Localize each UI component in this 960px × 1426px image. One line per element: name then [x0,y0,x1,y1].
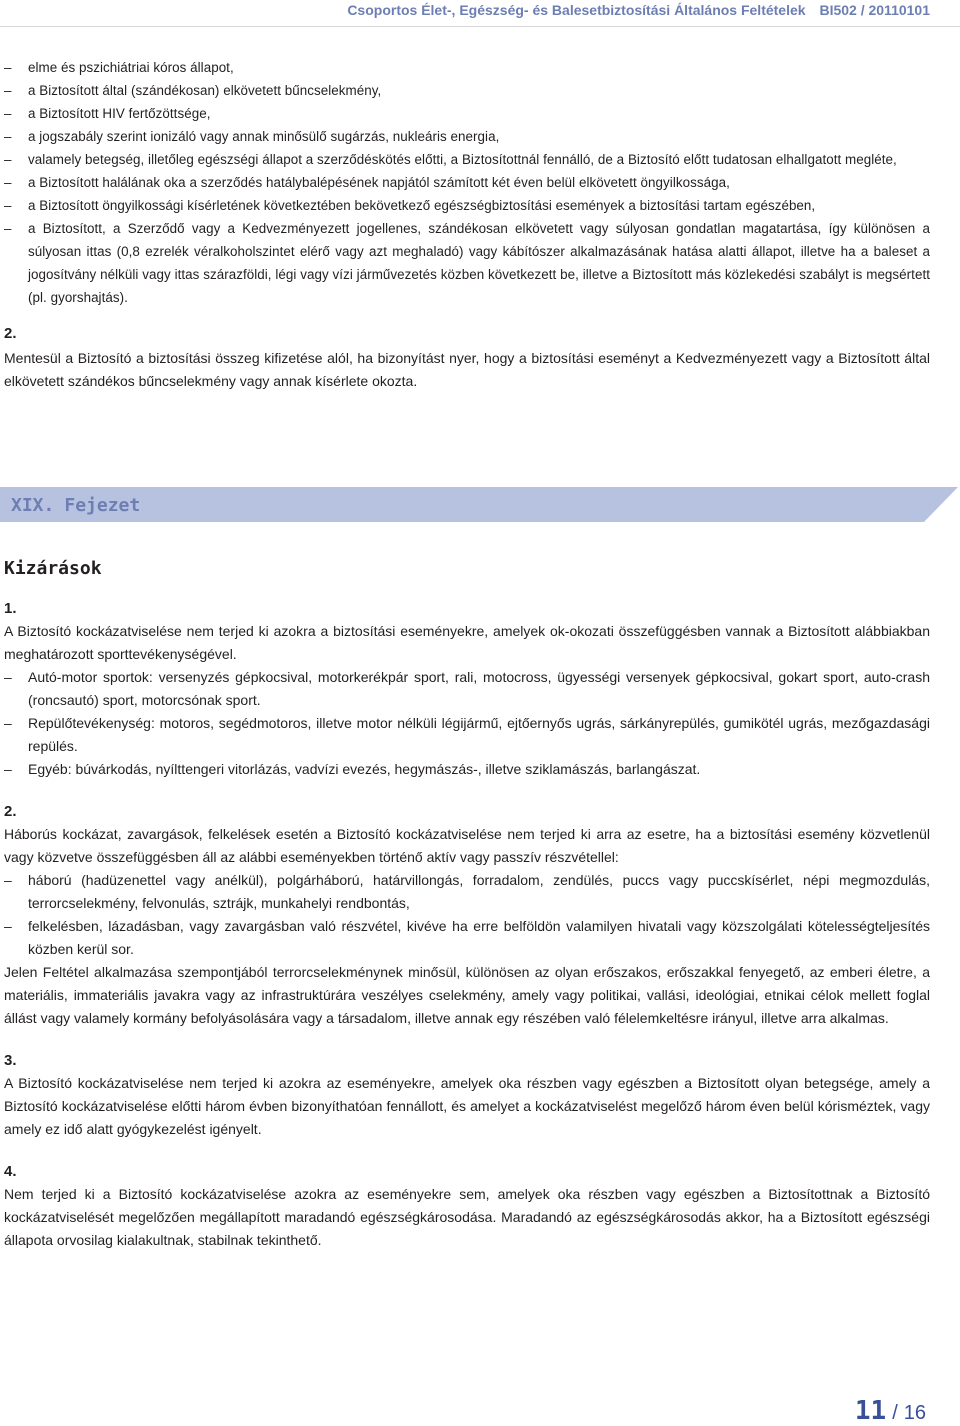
list-item [4,102,930,125]
section-4 [4,1161,930,1252]
page-separator: / [892,1402,898,1424]
section-paragraph: Jelen Feltétel alkalmazása szempontjából terrorcselekménynek minősül, különösen az olyan erőszakos, erőszakkal fenyegető, az emberi életre, a materiális, immateriális javakra vagy az infrastruktúrára veszélyes cselekmény, amely vagy politikai, vallási, ideológiai, etnikai célok mellett foglal állást vagy valamely kormány befolyásolására vagy a társadalom, illetve annak egy részében való félelemkeltésre irányul, illetve arra alkalmas. [4,964,930,1026]
list-item-text: a Biztosított, a Szerződő vagy a Kedvezményezett jogellenes, szándékosan elkövetett vagy súlyosan gondatlan magatartása, így különösen a súlyosan ittas (0,8 ezrelék véralkoholszintet elérő vagy azt meghaladó) vagy kábítószer alkalmazásának hatása alatti állapot, illetve ha a baleset a jogosítvány nélküli vagy ittas szárazföldi, légi vagy vízi járművezetés közben következett be, illetve a Biztosított más közlekedési szabályt is megsértett (pl. gyorshajtás). [28,221,930,305]
current-page: 11 [854,1396,887,1426]
chapter-label: Fejezet [64,495,141,516]
dash-bullet: – [4,175,12,190]
dash-bullet: – [4,152,12,167]
list-item-text: Autó-motor sportok: versenyzés gépkocsival, motorkerékpár sport, rali, motocross, ügyességi versenyek gépkocsival, gokart sport, auto-crash (roncsautó) sport, motorcsónak sport. [28,669,930,708]
dash-bullet: – [4,872,12,888]
dash-bullet: – [4,198,12,213]
sport-list [4,666,930,781]
list-item-text: felkelésben, lázadásban, vagy zavargásban való részvétel, kivéve ha erre belföldön valamilyen hivatali vagy közszolgálati kötelességteljesítés közben kerül sor. [28,918,930,957]
dash-bullet: – [4,221,12,236]
list-item [4,56,930,79]
dash-bullet: – [4,669,12,685]
list-item [4,79,930,102]
document-code: BI502 / 20110101 [819,2,930,18]
exclusions-body [4,598,930,1266]
section-1 [4,598,930,781]
dash-bullet: – [4,918,12,934]
section-number: 2. [4,325,17,342]
section-number: 4. [4,1163,17,1180]
list-item-text: Repülőtevékenység: motoros, segédmotoros, illetve motor nélküli légijármű, ejtőernyős ugrás, sárkányrepülés, gumikötél ugrás, mezőgazdasági repülés. [28,715,930,754]
dash-bullet: – [4,83,12,98]
section-number: 1. [4,600,17,617]
dash-bullet: – [4,129,12,144]
list-item [4,915,930,961]
dash-bullet: – [4,761,12,777]
list-item [4,712,930,758]
page-header [0,0,960,28]
list-item-text: valamely betegség, illetőleg egészségi állapot a szerződéskötés előtti, a Biztosítottnál fennálló, de a Biztosító előtt tudatosan elhallgatott megléte, [28,152,897,167]
section-number: 3. [4,1052,17,1069]
top-content [4,56,930,393]
list-item-text: a Biztosított által (szándékosan) elkövetett bűncselekmény, [28,83,382,98]
list-item-text: a Biztosított öngyilkossági kísérletének következtében bekövetkező egészségbiztosítási események a biztosítási tartam egészében, [28,198,816,213]
list-item [4,666,930,712]
list-item [4,217,930,309]
section-number: 2. [4,803,17,820]
list-item [4,194,930,217]
list-item [4,869,930,915]
section-paragraph: A Biztosító kockázatviselése nem terjed ki azokra az eseményekre, amelyek oka részben vagy egészben a Biztosított olyan betegsége, amely a Biztosító kockázatviselése előtti három évben bizonyíthatóan fennállott, és amelyet a kockázatviselést megelőző három éven belül kórisméztek, vagy amely ez idő alatt gyógykezelést igényelt. [4,1075,930,1137]
list-item [4,171,930,194]
chapter-heading [11,495,140,516]
section-title: Kizárások [4,558,102,579]
list-item-text: a Biztosított HIV fertőzöttsége, [28,106,211,121]
list-item-text: a jogszabály szerint ionizáló vagy annak minősülő sugárzás, nukleáris energia, [28,129,500,144]
war-risk-list [4,869,930,961]
section-2 [4,801,930,1030]
header-divider [0,26,960,27]
section-paragraph: Mentesül a Biztosító a biztosítási összeg kifizetése alól, ha bizonyítást nyer, hogy a biztosítási eseményt a Kedvezményezett vagy a Biztosított által elkövetett szándékos bűncselekmény vagy annak kísérlete okozta. [4,350,930,389]
list-item-text: elme és pszichiátriai kóros állapot, [28,60,234,75]
document-title: Csoportos Élet-, Egészség- és Balesetbiztosítási Általános Feltételek [347,2,806,18]
header-text [347,2,930,18]
list-item-text: Egyéb: búvárkodás, nyílttengeri vitorlázás, vadvízi evezés, hegymászás-, illetve sziklamászás, barlangászat. [28,761,701,777]
list-item [4,758,930,781]
section-paragraph: Háborús kockázat, zavargások, felkelések esetén a Biztosító kockázatviselése nem terjed ki arra az esetre, ha a biztosítási esemény közvetlenül vagy közvetve összefüggésben áll az alábbi eseményekben történő aktív vagy passzív részvétellel: [4,826,930,865]
list-item-text: háború (hadüzenettel vagy anélkül), polgárháború, határvillongás, forradalom, zendülés, puccs vagy puccskísérlet, népi megmozdulás, terrorcselekmény, felvonulás, sztrájk, munkahelyi rendbontás, [28,872,930,911]
section-3 [4,1050,930,1141]
list-item-text: a Biztosított halálának oka a szerződés hatálybalépésének napjától számított két éven belül elkövetett öngyilkossága, [28,175,730,190]
section-paragraph: A Biztosító kockázatviselése nem terjed ki azokra a biztosítási eseményekre, amelyek ok-okozati összefüggésben vannak a Biztosított alábbiakban meghatározott sporttevékenységével. [4,623,930,662]
exclusion-list-top [4,56,930,309]
dash-bullet: – [4,715,12,731]
dash-bullet: – [4,106,12,121]
chapter-banner [0,487,958,522]
chapter-number: XIX. [11,495,55,516]
chapter-banner-shape [0,487,958,522]
dash-bullet: – [4,60,12,75]
list-item [4,148,930,171]
list-item [4,125,930,148]
total-pages: 16 [903,1402,926,1424]
page-number [855,1396,926,1426]
section-paragraph: Nem terjed ki a Biztosító kockázatviselése azokra az eseményekre sem, amelyek oka részben vagy egészben a Biztosítottnak a Biztosító kockázatviselését megelőzően megállapított maradandó egészségkárosodása. Maradandó az egészségkárosodás akkor, ha a Biztosított egészségi állapota orvosilag kialakultnak, stabilnak tekinthető. [4,1186,930,1248]
